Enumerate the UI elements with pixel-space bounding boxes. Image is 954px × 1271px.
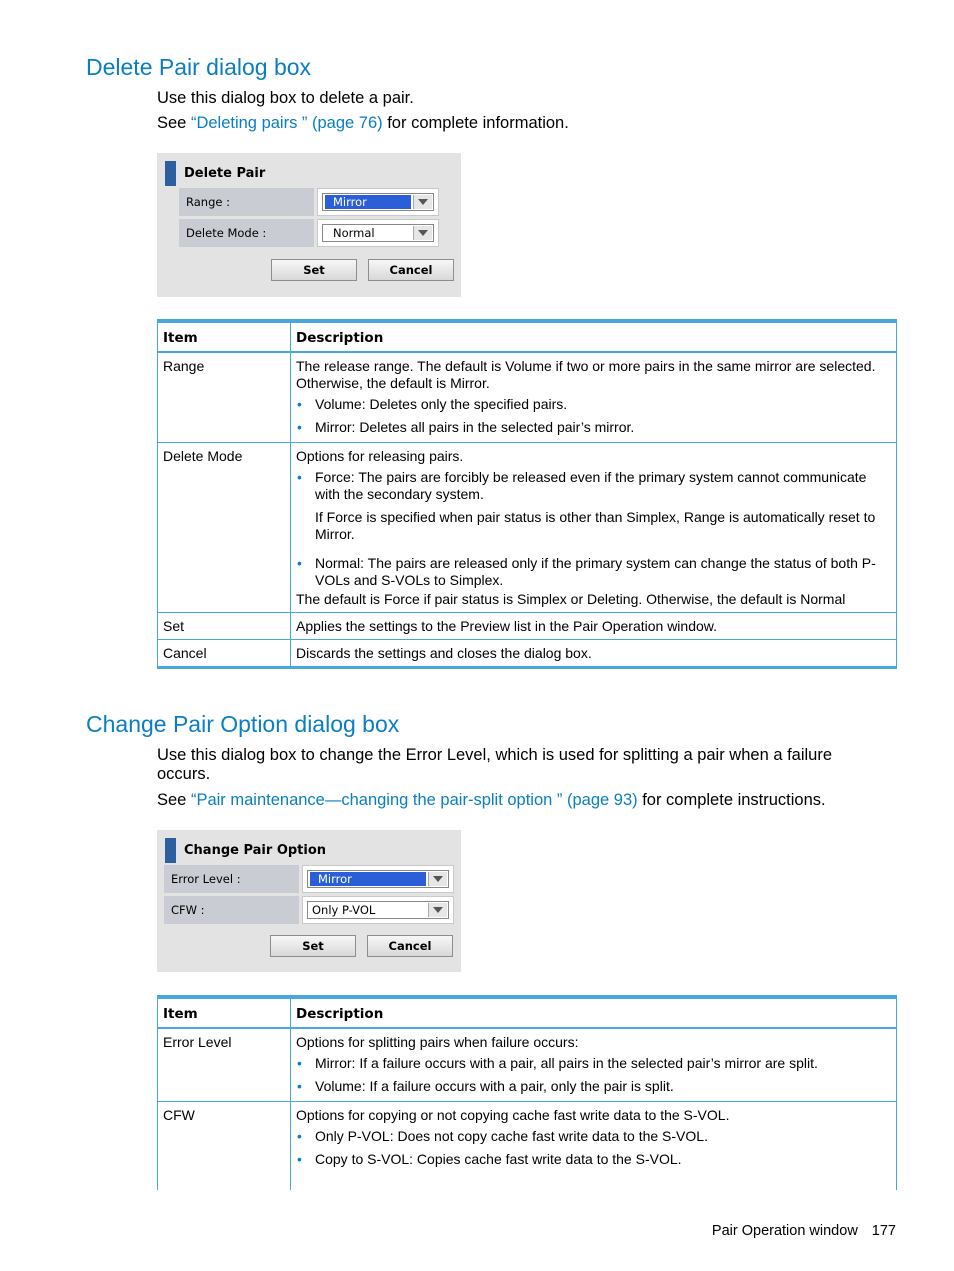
description-after-text: The default is Force if pair status is Simplex or Deleting. Otherwise, the default is Normal: [296, 591, 846, 607]
table-row: [158, 352, 897, 443]
page-footer: [712, 1223, 896, 1239]
see-suffix: for complete information.: [382, 114, 569, 132]
description-text: Options for splitting pairs when failure occurs:: [296, 1034, 579, 1050]
list-item: • Normal: The pairs are released only if the primary system can change the status of both P-VOLs and S-VOLs to Simplex.: [296, 555, 891, 589]
delete-mode-select[interactable]: [322, 224, 434, 242]
row-item: CFW: [158, 1102, 291, 1191]
column-header-description: Description: [291, 997, 897, 1028]
row-item: Set: [158, 613, 291, 640]
error-level-label: Error Level :: [164, 865, 299, 893]
list-item-text: • Force: The pairs are forcibly be released even if the primary system cannot communicate with the secondary system.: [315, 469, 867, 502]
list-item: • Volume: If a failure occurs with a pair, only the pair is split.: [296, 1078, 891, 1095]
see-suffix: for complete instructions.: [637, 791, 826, 809]
footer-section-name: Pair Operation window: [711, 1223, 858, 1239]
list-item: [296, 469, 891, 543]
delete-pair-dialog: [157, 153, 461, 297]
column-header-item: Item: [158, 997, 291, 1028]
table-row: [158, 613, 897, 640]
list-item-note: If Force is specified when pair status is other than Simplex, Range is automatically reset to Mirror.: [315, 509, 876, 542]
error-level-select-value: Mirror: [310, 872, 426, 886]
see-prefix: See: [157, 791, 191, 809]
table-row: [158, 1028, 897, 1102]
range-select-wrap: [317, 188, 439, 216]
change-pair-option-table-clip: [0, 995, 954, 1190]
cfw-label: CFW :: [164, 896, 299, 924]
dialog-title-bar: [165, 161, 176, 186]
see-reference: [157, 791, 877, 810]
row-description: [291, 1102, 897, 1191]
list-item: • Copy to S-VOL: Copies cache fast write data to the S-VOL.: [296, 1151, 891, 1168]
set-button[interactable]: Set: [271, 259, 357, 281]
row-item: Delete Mode: [158, 443, 291, 613]
row-description: [291, 443, 897, 613]
page-number: 177: [871, 1223, 896, 1239]
deleting-pairs-link[interactable]: “Deleting pairs ” (page 76): [190, 114, 383, 132]
dialog-title-bar: [165, 838, 176, 863]
see-reference: [157, 114, 877, 133]
row-description: [291, 1028, 897, 1102]
error-level-select[interactable]: [307, 870, 449, 888]
range-select-value: Mirror: [325, 195, 411, 209]
row-description: [291, 352, 897, 443]
description-text: Options for releasing pairs.: [296, 448, 464, 464]
description-text: Options for copying or not copying cache fast write data to the S-VOL.: [296, 1107, 730, 1123]
bullet-list: [296, 1055, 891, 1095]
range-select[interactable]: [322, 193, 434, 211]
list-item: • Mirror: If a failure occurs with a pair, all pairs in the selected pair’s mirror are split.: [296, 1055, 891, 1072]
change-pair-option-dialog: [157, 830, 461, 972]
see-prefix: See: [157, 114, 191, 132]
pair-maintenance-link[interactable]: “Pair maintenance—changing the pair-split option ” (page 93): [190, 791, 638, 809]
bullet-list: [296, 1128, 891, 1168]
row-item: Error Level: [158, 1028, 291, 1102]
row-item: Range: [158, 352, 291, 443]
delete-mode-select-wrap: [317, 219, 439, 247]
error-level-select-wrap: [302, 865, 454, 893]
table-row: [158, 640, 897, 668]
table-row: [158, 443, 897, 613]
cancel-button[interactable]: Cancel: [367, 935, 453, 957]
bullet-list: [296, 396, 891, 436]
row-description: Discards the settings and closes the dialog box.: [291, 640, 897, 668]
section-heading-change-pair-option: Change Pair Option dialog box: [86, 711, 400, 737]
cancel-button[interactable]: Cancel: [368, 259, 454, 281]
intro-text: Use this dialog box to delete a pair.: [157, 89, 414, 107]
dropdown-arrow-icon[interactable]: [428, 903, 447, 917]
set-button[interactable]: Set: [270, 935, 356, 957]
intro-text: Use this dialog box to change the Error Level, which is used for splitting a pair when a failure occurs.: [157, 746, 833, 783]
list-item: • Volume: Deletes only the specified pairs.: [296, 396, 891, 413]
dialog-title: Delete Pair: [184, 166, 266, 181]
cfw-select[interactable]: [307, 901, 449, 919]
description-text: The release range. The default is Volume if two or more pairs in the same mirror are selected. Otherwise, the default is Mirror.: [296, 358, 876, 391]
range-label: Range :: [179, 188, 314, 216]
table-row: [158, 1102, 897, 1191]
bullet-list: [296, 469, 891, 589]
row-description: Applies the settings to the Preview list in the Pair Operation window.: [291, 613, 897, 640]
table-header-row: [158, 997, 897, 1028]
list-item: • Mirror: Deletes all pairs in the selected pair’s mirror.: [296, 419, 891, 436]
dropdown-arrow-icon[interactable]: [413, 195, 432, 209]
delete-pair-table: [157, 319, 897, 669]
list-item: • Only P-VOL: Does not copy cache fast write data to the S-VOL.: [296, 1128, 891, 1145]
section-heading-delete-pair: Delete Pair dialog box: [86, 54, 312, 80]
dropdown-arrow-icon[interactable]: [413, 226, 432, 240]
dialog-title: Change Pair Option: [184, 843, 327, 858]
column-header-description: Description: [291, 321, 897, 352]
delete-mode-label: Delete Mode :: [179, 219, 314, 247]
column-header-item: Item: [158, 321, 291, 352]
change-pair-option-table: [157, 995, 897, 1190]
table-header-row: [158, 321, 897, 352]
dropdown-arrow-icon[interactable]: [428, 872, 447, 886]
row-item: Cancel: [158, 640, 291, 668]
cfw-select-wrap: [302, 896, 454, 924]
cfw-select-value: Only P-VOL: [312, 903, 376, 917]
delete-mode-select-value: Normal: [333, 226, 375, 240]
